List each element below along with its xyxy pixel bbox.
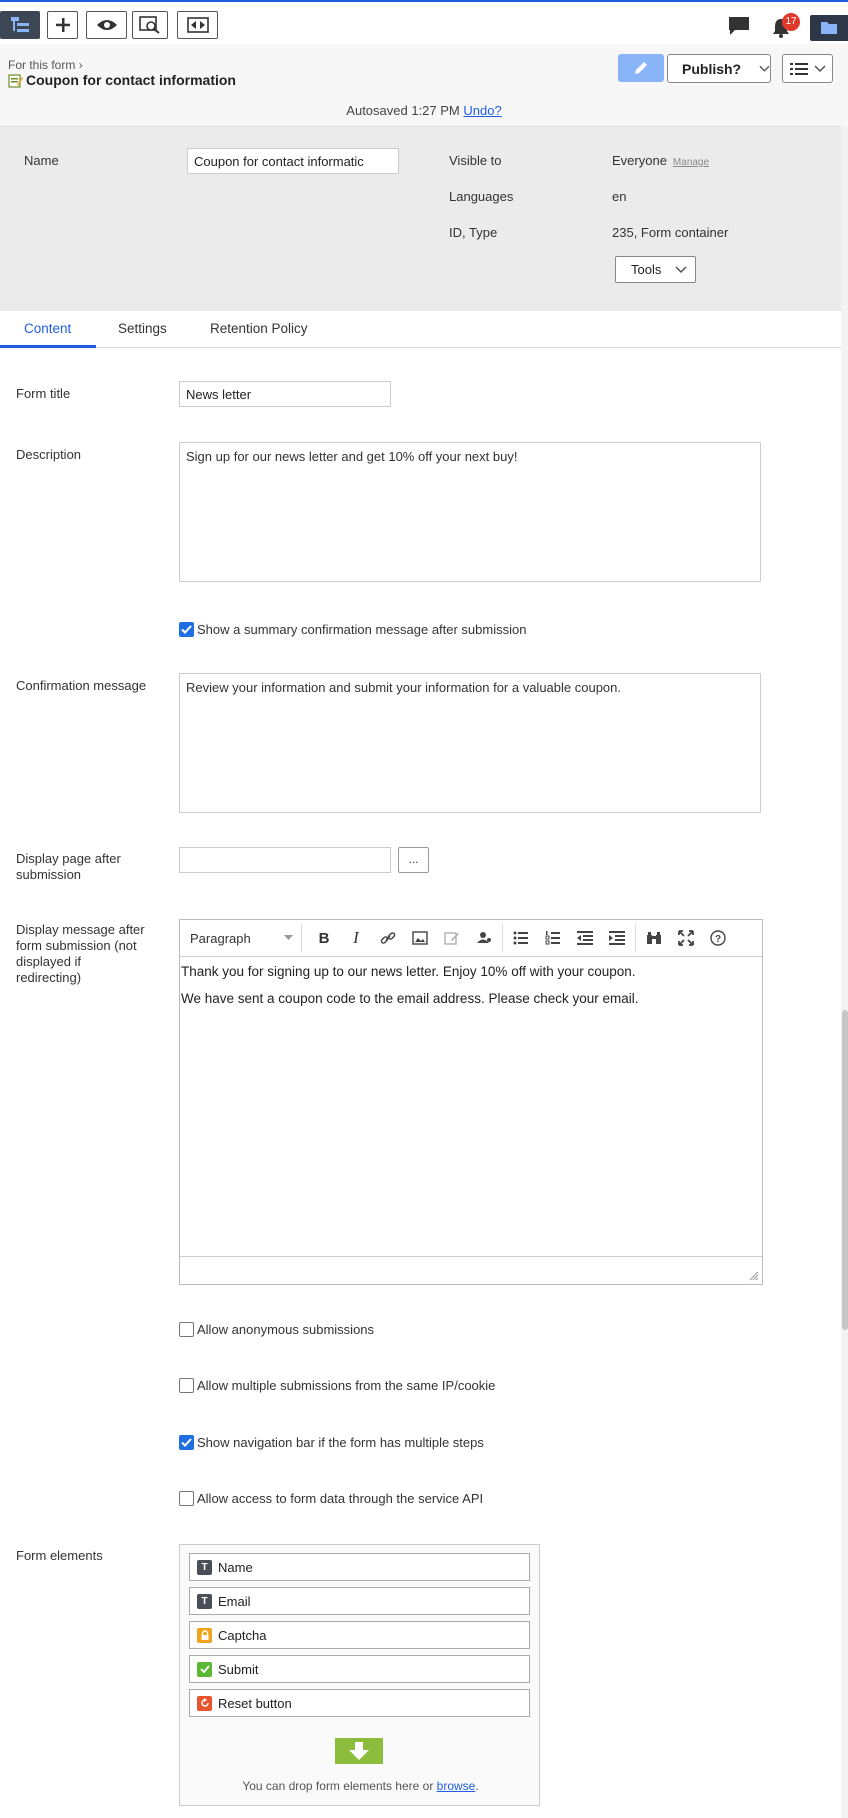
bullet-list-button[interactable] xyxy=(505,924,537,952)
chevron-down-icon xyxy=(759,65,770,73)
autosave-status xyxy=(0,103,848,118)
numbered-list-icon xyxy=(545,931,561,945)
breadcrumb[interactable] xyxy=(8,58,83,72)
preview-search-icon xyxy=(139,16,161,34)
browse-link[interactable]: browse xyxy=(436,1779,476,1793)
folder-icon xyxy=(820,21,838,35)
form-page-icon xyxy=(8,73,23,88)
list-icon xyxy=(790,62,808,76)
editor-paragraph: Thank you for signing up to our news letter. Enjoy 10% off with your coupon. xyxy=(181,964,636,979)
numbered-list-button[interactable] xyxy=(537,924,569,952)
visible-to-text: Everyone xyxy=(612,153,667,168)
editor-content[interactable] xyxy=(181,958,761,1012)
add-button[interactable] xyxy=(47,11,78,39)
checkmark-icon xyxy=(181,625,192,634)
italic-icon: I xyxy=(353,928,359,947)
reset-icon xyxy=(197,1696,212,1711)
fullscreen-button[interactable] xyxy=(670,924,702,952)
drop-hint-text: You can drop form elements here or xyxy=(242,1779,434,1793)
page-title xyxy=(8,72,236,88)
format-dropdown[interactable] xyxy=(190,924,302,952)
bold-icon: B xyxy=(318,929,330,947)
show-summary-checkbox[interactable] xyxy=(179,622,194,637)
display-message-label-line: form submission (not xyxy=(16,938,137,953)
format-dropdown-value: Paragraph xyxy=(190,930,251,946)
comment-icon xyxy=(728,16,750,36)
notification-count-badge: 17 xyxy=(782,13,800,31)
drop-hint-end: . xyxy=(475,1779,479,1793)
tab-settings[interactable]: Settings xyxy=(118,321,167,336)
image-icon xyxy=(412,931,428,945)
toolbar-separator xyxy=(502,924,503,952)
display-message-label-line: Display message after xyxy=(16,922,145,937)
indent-icon xyxy=(609,931,625,945)
form-element-item[interactable] xyxy=(189,1655,530,1683)
allow-anonymous-checkbox[interactable] xyxy=(179,1322,194,1337)
show-nav-checkbox[interactable] xyxy=(179,1435,194,1450)
name-input[interactable]: Coupon for contact informatic xyxy=(187,148,399,174)
personalize-button[interactable] xyxy=(468,924,500,952)
active-tab-indicator xyxy=(0,345,96,348)
editor-status-bar xyxy=(180,1256,762,1284)
svg-text:?: ? xyxy=(714,934,722,945)
form-elements-area[interactable] xyxy=(179,1544,540,1806)
tools-label: Tools xyxy=(631,262,662,277)
id-type-value: 235, Form container xyxy=(612,225,729,240)
allow-api-label: Allow access to form data through the service API xyxy=(197,1491,484,1506)
allow-api-checkbox[interactable] xyxy=(179,1491,194,1506)
view-button[interactable] xyxy=(86,11,127,39)
display-page-label xyxy=(16,851,121,883)
allow-anonymous-label: Allow anonymous submissions xyxy=(197,1322,375,1337)
form-element-label: Email xyxy=(218,1593,251,1609)
show-nav-label: Show navigation bar if the form has multiple steps xyxy=(197,1435,484,1450)
form-element-item[interactable] xyxy=(189,1553,530,1581)
personalize-icon xyxy=(476,931,492,945)
name-label: Name xyxy=(24,153,59,168)
comments-button[interactable] xyxy=(728,16,750,39)
drop-hint xyxy=(180,1779,541,1793)
fullscreen-icon xyxy=(678,930,694,946)
breadcrumb-label[interactable]: For this form xyxy=(8,58,76,72)
display-message-label xyxy=(16,922,145,986)
resize-handle-icon[interactable] xyxy=(749,1271,759,1281)
insert-image-button[interactable] xyxy=(404,924,436,952)
description-label: Description xyxy=(16,447,82,462)
outdent-icon xyxy=(577,931,593,945)
display-page-label-line: Display page after xyxy=(16,851,121,866)
page-tree-icon xyxy=(10,16,30,34)
form-element-item[interactable] xyxy=(189,1587,530,1615)
form-element-label: Captcha xyxy=(218,1627,267,1643)
page-tree-button[interactable] xyxy=(0,11,40,39)
show-summary-checkbox-row[interactable] xyxy=(179,622,526,637)
edit-button[interactable] xyxy=(618,54,664,82)
form-element-label: Submit xyxy=(218,1661,259,1677)
allow-api-checkbox-row[interactable] xyxy=(179,1491,483,1506)
display-message-label-line: redirecting) xyxy=(16,970,82,985)
languages-value: en xyxy=(612,189,627,204)
italic-button[interactable] xyxy=(340,924,372,952)
edit-image-button[interactable] xyxy=(436,924,468,952)
chevron-right-icon: › xyxy=(78,58,83,72)
form-element-item[interactable] xyxy=(189,1689,530,1717)
text-icon: T xyxy=(197,1594,212,1609)
form-elements-label: Form elements xyxy=(16,1548,103,1563)
browse-page-button[interactable]: ... xyxy=(398,847,429,873)
visible-to-value xyxy=(612,153,709,168)
chevron-down-icon xyxy=(814,65,826,73)
display-message-label-line: displayed if xyxy=(16,954,82,969)
manage-link[interactable]: Manage xyxy=(672,157,710,168)
check-icon xyxy=(197,1662,212,1677)
properties-panel xyxy=(0,126,848,311)
id-type-label: ID, Type xyxy=(449,225,498,240)
publish-label: Publish? xyxy=(682,60,742,77)
assets-button[interactable] xyxy=(810,15,848,41)
drop-zone-icon xyxy=(335,1738,383,1764)
scrollbar-track[interactable] xyxy=(841,126,848,1818)
help-button[interactable] xyxy=(702,924,734,952)
description-textarea[interactable]: Sign up for our news letter and get 10% off your next buy! xyxy=(179,442,761,582)
compare-icon xyxy=(187,17,209,33)
tab-content[interactable]: Content xyxy=(24,321,72,336)
checkmark-icon xyxy=(181,1438,192,1447)
rich-text-editor[interactable] xyxy=(179,919,763,1285)
help-icon xyxy=(710,930,726,946)
allow-multiple-checkbox[interactable] xyxy=(179,1378,194,1393)
bold-button[interactable] xyxy=(308,924,340,952)
scrollbar-thumb[interactable] xyxy=(842,1010,848,1330)
form-title-input[interactable]: News letter xyxy=(179,381,391,407)
editor-toolbar xyxy=(180,920,762,957)
tools-button[interactable] xyxy=(615,256,696,283)
display-page-input[interactable] xyxy=(179,847,391,873)
top-accent-line xyxy=(0,0,848,2)
tab-bar xyxy=(0,312,848,348)
show-summary-label: Show a summary confirmation message after submission xyxy=(197,622,527,637)
allow-multiple-label: Allow multiple submissions from the same IP/cookie xyxy=(197,1378,496,1393)
lock-icon xyxy=(197,1628,212,1643)
show-nav-checkbox-row[interactable] xyxy=(179,1435,484,1450)
tab-retention-policy[interactable]: Retention Policy xyxy=(210,321,308,336)
eye-icon xyxy=(96,18,118,32)
preview-button[interactable] xyxy=(132,11,168,39)
toolbar-separator xyxy=(635,924,636,952)
editor-paragraph: We have sent a coupon code to the email address. Please check your email. xyxy=(181,991,639,1006)
options-menu-button[interactable] xyxy=(782,54,833,83)
form-element-label: Reset button xyxy=(218,1695,292,1711)
page-title-text: Coupon for contact information xyxy=(26,72,236,88)
autosave-text: Autosaved 1:27 PM xyxy=(346,103,460,118)
link-button[interactable] xyxy=(372,924,404,952)
link-icon xyxy=(380,930,396,946)
undo-link[interactable]: Undo? xyxy=(463,103,502,118)
plus-icon xyxy=(55,17,71,33)
compare-button[interactable] xyxy=(177,11,218,39)
allow-multiple-checkbox-row[interactable] xyxy=(179,1378,495,1393)
chevron-down-icon xyxy=(675,266,687,274)
indent-button[interactable] xyxy=(601,924,633,952)
bullet-list-icon xyxy=(513,931,529,945)
form-element-label: Name xyxy=(218,1559,253,1575)
publish-button[interactable] xyxy=(667,54,771,83)
confirmation-message-textarea[interactable]: Review your information and submit your information for a valuable coupon. xyxy=(179,673,761,813)
form-element-item[interactable] xyxy=(189,1621,530,1649)
display-page-label-line: submission xyxy=(16,867,82,882)
find-button[interactable] xyxy=(638,924,670,952)
visible-to-label: Visible to xyxy=(449,153,502,168)
allow-anonymous-checkbox-row[interactable] xyxy=(179,1322,374,1337)
caret-down-icon xyxy=(284,935,293,941)
edit-image-icon xyxy=(444,931,460,945)
binoculars-icon xyxy=(646,931,662,945)
form-title-label: Form title xyxy=(16,386,71,401)
outdent-button[interactable] xyxy=(569,924,601,952)
pencil-icon xyxy=(633,60,649,76)
languages-label: Languages xyxy=(449,189,514,204)
text-icon: T xyxy=(197,1560,212,1575)
confirmation-message-label: Confirmation message xyxy=(16,678,147,693)
